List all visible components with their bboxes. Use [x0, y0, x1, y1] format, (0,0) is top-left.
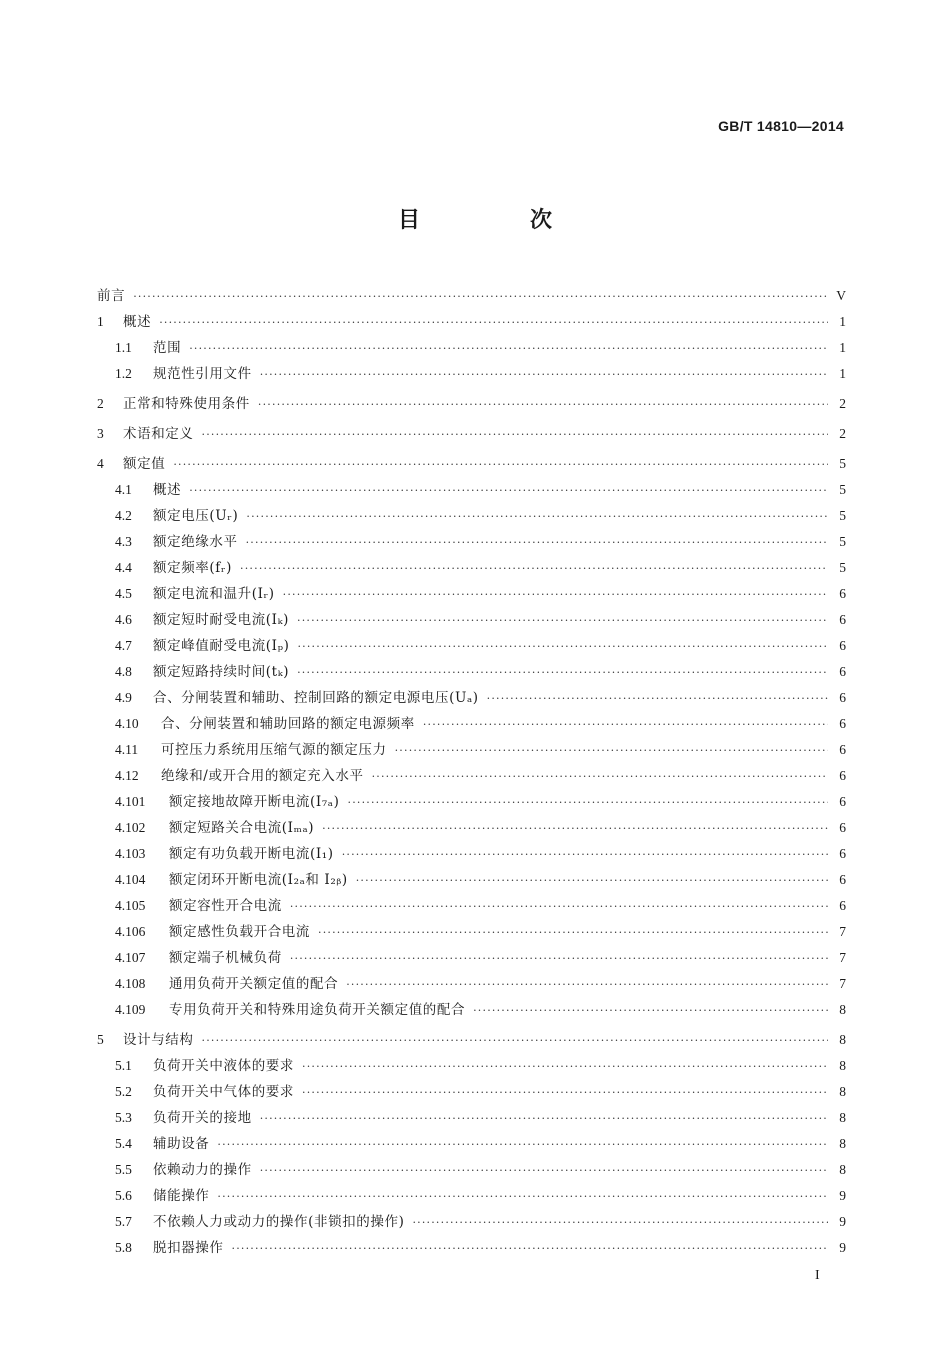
toc-entry-page: 6 [839, 612, 846, 627]
toc-entry-page: 6 [839, 638, 846, 653]
toc-entry[interactable] [97, 607, 846, 633]
toc-entry-page: 6 [839, 690, 846, 705]
toc-entry-number: 4.9 [115, 690, 132, 705]
toc-leader-dots [372, 764, 828, 790]
toc-entry-page: V [836, 288, 846, 303]
toc-entry-page: 8 [839, 1002, 846, 1017]
toc-entry-number: 2 [97, 396, 104, 411]
toc-entry-page: 2 [839, 396, 846, 411]
toc-entry-label: 概述 [153, 482, 182, 498]
toc-entry-number: 4.8 [115, 664, 132, 679]
toc-entry[interactable] [97, 893, 846, 919]
toc-entry-label: 额定电流和温升(Iᵣ) [153, 586, 275, 602]
toc-entry-page: 5 [839, 560, 846, 575]
toc-entry-page: 6 [839, 768, 846, 783]
toc-entry-number: 4.104 [115, 872, 146, 887]
toc-entry-label: 可控压力系统用压缩气源的额定压力 [161, 742, 387, 758]
toc-entry-page: 5 [839, 534, 846, 549]
toc-entry-number: 5.7 [115, 1214, 132, 1229]
toc-entry[interactable] [97, 529, 846, 555]
toc-entry-number: 4.2 [115, 508, 132, 523]
toc-leader-dots [302, 1054, 828, 1080]
toc-leader-dots [159, 310, 828, 336]
toc-entry[interactable] [97, 477, 846, 503]
toc-entry-number: 4.12 [115, 768, 139, 783]
toc-entry-number: 5.8 [115, 1240, 132, 1255]
toc-leader-dots [346, 972, 828, 998]
toc-entry-label: 前言 [97, 288, 126, 304]
toc-entry-page: 6 [839, 794, 846, 809]
toc-entry-label: 额定绝缘水平 [153, 534, 238, 550]
toc-entry-label: 概述 [123, 314, 152, 330]
toc-entry[interactable] [97, 1183, 846, 1209]
toc-entry-label: 负荷开关的接地 [153, 1110, 252, 1126]
toc-entry[interactable] [97, 1079, 846, 1105]
toc-entry-label: 额定峰值耐受电流(Iₚ) [153, 638, 290, 654]
toc-leader-dots [356, 868, 828, 894]
toc-entry-label: 额定短路持续时间(tₖ) [153, 664, 290, 680]
toc-entry[interactable] [97, 867, 846, 893]
toc-leader-dots [290, 946, 828, 972]
toc-entry-page: 9 [839, 1188, 846, 1203]
toc-entry-label: 额定电压(Uᵣ) [153, 508, 239, 524]
toc-entry-label: 负荷开关中液体的要求 [153, 1058, 294, 1074]
toc-leader-dots [342, 842, 828, 868]
toc-entry-number: 4.109 [115, 1002, 146, 1017]
toc-entry-page: 9 [839, 1240, 846, 1255]
toc-leader-dots [133, 284, 828, 310]
toc-leader-dots [290, 894, 828, 920]
toc-entry[interactable] [97, 763, 846, 789]
toc-entry[interactable] [97, 997, 846, 1023]
toc-leader-dots [348, 790, 829, 816]
toc-entry[interactable] [97, 309, 846, 335]
toc-entry-page: 8 [839, 1162, 846, 1177]
toc-entry-page: 5 [839, 508, 846, 523]
toc-leader-dots [412, 1210, 828, 1236]
toc-entry[interactable] [97, 1209, 846, 1235]
toc-leader-dots [297, 608, 828, 634]
toc-entry-label: 合、分闸装置和辅助回路的额定电源频率 [161, 716, 415, 732]
toc-entry-label: 储能操作 [153, 1188, 210, 1204]
toc-entry-label: 绝缘和/或开合用的额定充入水平 [161, 768, 364, 784]
toc-leader-dots [297, 634, 828, 660]
toc-entry-number: 1.2 [115, 366, 132, 381]
toc-entry-page: 6 [839, 742, 846, 757]
toc-entry[interactable] [97, 283, 846, 309]
toc-entry-number: 4.3 [115, 534, 132, 549]
toc-entry-page: 7 [839, 924, 846, 939]
toc-entry-label: 范围 [153, 340, 182, 356]
toc-entry[interactable] [97, 361, 846, 387]
toc-entry-page: 8 [839, 1110, 846, 1125]
toc-entry-number: 4.103 [115, 846, 146, 861]
toc-entry-label: 额定值 [123, 456, 166, 472]
toc-entry-number: 5.2 [115, 1084, 132, 1099]
toc-entry[interactable] [97, 737, 846, 763]
toc-entry-number: 1 [97, 314, 104, 329]
toc-entry-page: 6 [839, 586, 846, 601]
toc-entry-label: 额定频率(fᵣ) [153, 560, 233, 576]
toc-leader-dots [283, 582, 828, 608]
toc-entry-number: 4.4 [115, 560, 132, 575]
toc-entry-label: 辅助设备 [153, 1136, 210, 1152]
toc-leader-dots [260, 1158, 828, 1184]
toc-entry-label: 额定端子机械负荷 [169, 950, 282, 966]
toc-entry[interactable] [97, 971, 846, 997]
toc-entry-number: 4.106 [115, 924, 146, 939]
toc-leader-dots [473, 998, 828, 1024]
toc-leader-dots [217, 1132, 828, 1158]
toc-entry[interactable] [97, 1053, 846, 1079]
toc-entry-number: 4.10 [115, 716, 139, 731]
footer-page-number: I [815, 1268, 820, 1283]
toc-leader-dots [487, 686, 828, 712]
toc-leader-dots [318, 920, 828, 946]
table-of-contents [97, 283, 846, 1261]
toc-leader-dots [189, 336, 828, 362]
toc-entry-number: 4.102 [115, 820, 146, 835]
toc-entry[interactable] [97, 945, 846, 971]
toc-entry[interactable] [97, 1105, 846, 1131]
toc-entry[interactable] [97, 451, 846, 477]
toc-entry-page: 6 [839, 872, 846, 887]
toc-entry-page: 1 [839, 314, 846, 329]
toc-entry[interactable] [97, 421, 846, 447]
toc-leader-dots [202, 1028, 829, 1054]
toc-entry-label: 合、分闸装置和辅助、控制回路的额定电源电压(Uₐ) [153, 690, 479, 706]
toc-entry-label: 额定闭环开断电流(I₂ₐ和 I₂ᵦ) [169, 872, 348, 888]
toc-entry[interactable] [97, 919, 846, 945]
toc-entry-page: 2 [839, 426, 846, 441]
toc-entry[interactable] [97, 555, 846, 581]
toc-entry-label: 额定有功负载开断电流(I₁) [169, 846, 334, 862]
toc-entry-number: 5 [97, 1032, 104, 1047]
toc-leader-dots [217, 1184, 828, 1210]
toc-entry[interactable] [97, 1131, 846, 1157]
toc-entry-number: 3 [97, 426, 104, 441]
toc-entry-number: 4.101 [115, 794, 146, 809]
toc-entry-page: 6 [839, 898, 846, 913]
toc-leader-dots [246, 504, 828, 530]
toc-entry-label: 设计与结构 [123, 1032, 194, 1048]
toc-entry-number: 5.4 [115, 1136, 132, 1151]
toc-entry-label: 额定容性开合电流 [169, 898, 282, 914]
toc-entry-label: 专用负荷开关和特殊用途负荷开关额定值的配合 [169, 1002, 466, 1018]
toc-entry-number: 1.1 [115, 340, 132, 355]
toc-leader-dots [189, 478, 828, 504]
page-title: 目 次 [397, 208, 596, 233]
toc-leader-dots [202, 422, 829, 448]
toc-entry-number: 4.11 [115, 742, 139, 757]
toc-entry[interactable] [97, 1157, 846, 1183]
toc-entry-number: 4 [97, 456, 104, 471]
toc-entry-number: 4.108 [115, 976, 146, 991]
toc-leader-dots [423, 712, 828, 738]
toc-entry-number: 5.5 [115, 1162, 132, 1177]
toc-entry-number: 5.1 [115, 1058, 132, 1073]
toc-entry-label: 规范性引用文件 [153, 366, 252, 382]
toc-entry-label: 额定接地故障开断电流(I₇ₐ) [169, 794, 340, 810]
toc-entry-page: 5 [839, 482, 846, 497]
standard-number: GB/T 14810—2014 [718, 118, 844, 134]
toc-entry-label: 负荷开关中气体的要求 [153, 1084, 294, 1100]
toc-leader-dots [173, 452, 828, 478]
toc-entry[interactable] [97, 841, 846, 867]
toc-entry-number: 4.6 [115, 612, 132, 627]
toc-leader-dots [260, 1106, 828, 1132]
toc-entry[interactable] [97, 659, 846, 685]
toc-entry-number: 4.105 [115, 898, 146, 913]
toc-entry[interactable] [97, 789, 846, 815]
toc-entry-label: 正常和特殊使用条件 [123, 396, 250, 412]
toc-entry-number: 4.7 [115, 638, 132, 653]
toc-entry-page: 1 [839, 366, 846, 381]
toc-leader-dots [240, 556, 828, 582]
toc-entry[interactable] [97, 391, 846, 417]
toc-entry-label: 脱扣器操作 [153, 1240, 224, 1256]
toc-entry-number: 4.107 [115, 950, 146, 965]
toc-entry-label: 术语和定义 [123, 426, 194, 442]
toc-leader-dots [302, 1080, 828, 1106]
toc-entry[interactable] [97, 815, 846, 841]
toc-entry[interactable] [97, 711, 846, 737]
toc-entry[interactable] [97, 503, 846, 529]
toc-entry[interactable] [97, 335, 846, 361]
toc-entry-page: 6 [839, 664, 846, 679]
toc-entry-page: 7 [839, 976, 846, 991]
toc-leader-dots [258, 392, 828, 418]
toc-leader-dots [232, 1236, 829, 1262]
toc-entry-page: 9 [839, 1214, 846, 1229]
toc-entry[interactable] [97, 633, 846, 659]
toc-entry-label: 依赖动力的操作 [153, 1162, 252, 1178]
toc-entry[interactable] [97, 685, 846, 711]
toc-entry-page: 1 [839, 340, 846, 355]
toc-entry-page: 8 [839, 1032, 846, 1047]
toc-leader-dots [260, 362, 828, 388]
toc-entry-page: 5 [839, 456, 846, 471]
toc-entry-label: 额定感性负载开合电流 [169, 924, 310, 940]
toc-entry-label: 不依赖人力或动力的操作(非锁扣的操作) [153, 1214, 405, 1230]
toc-entry[interactable] [97, 1027, 846, 1053]
toc-entry-label: 额定短时耐受电流(Iₖ) [153, 612, 289, 628]
toc-entry-page: 8 [839, 1084, 846, 1099]
toc-entry-number: 4.5 [115, 586, 132, 601]
toc-entry[interactable] [97, 581, 846, 607]
toc-entry-number: 5.6 [115, 1188, 132, 1203]
toc-entry-page: 7 [839, 950, 846, 965]
toc-entry-page: 6 [839, 716, 846, 731]
toc-entry[interactable] [97, 1235, 846, 1261]
toc-entry-label: 额定短路关合电流(Iₘₐ) [169, 820, 315, 836]
toc-leader-dots [322, 816, 828, 842]
toc-entry-label: 通用负荷开关额定值的配合 [169, 976, 339, 992]
toc-leader-dots [297, 660, 828, 686]
toc-entry-page: 6 [839, 846, 846, 861]
toc-entry-page: 8 [839, 1136, 846, 1151]
toc-entry-page: 8 [839, 1058, 846, 1073]
toc-entry-page: 6 [839, 820, 846, 835]
toc-entry-number: 5.3 [115, 1110, 132, 1125]
toc-leader-dots [246, 530, 828, 556]
toc-entry-number: 4.1 [115, 482, 132, 497]
toc-leader-dots [395, 738, 828, 764]
